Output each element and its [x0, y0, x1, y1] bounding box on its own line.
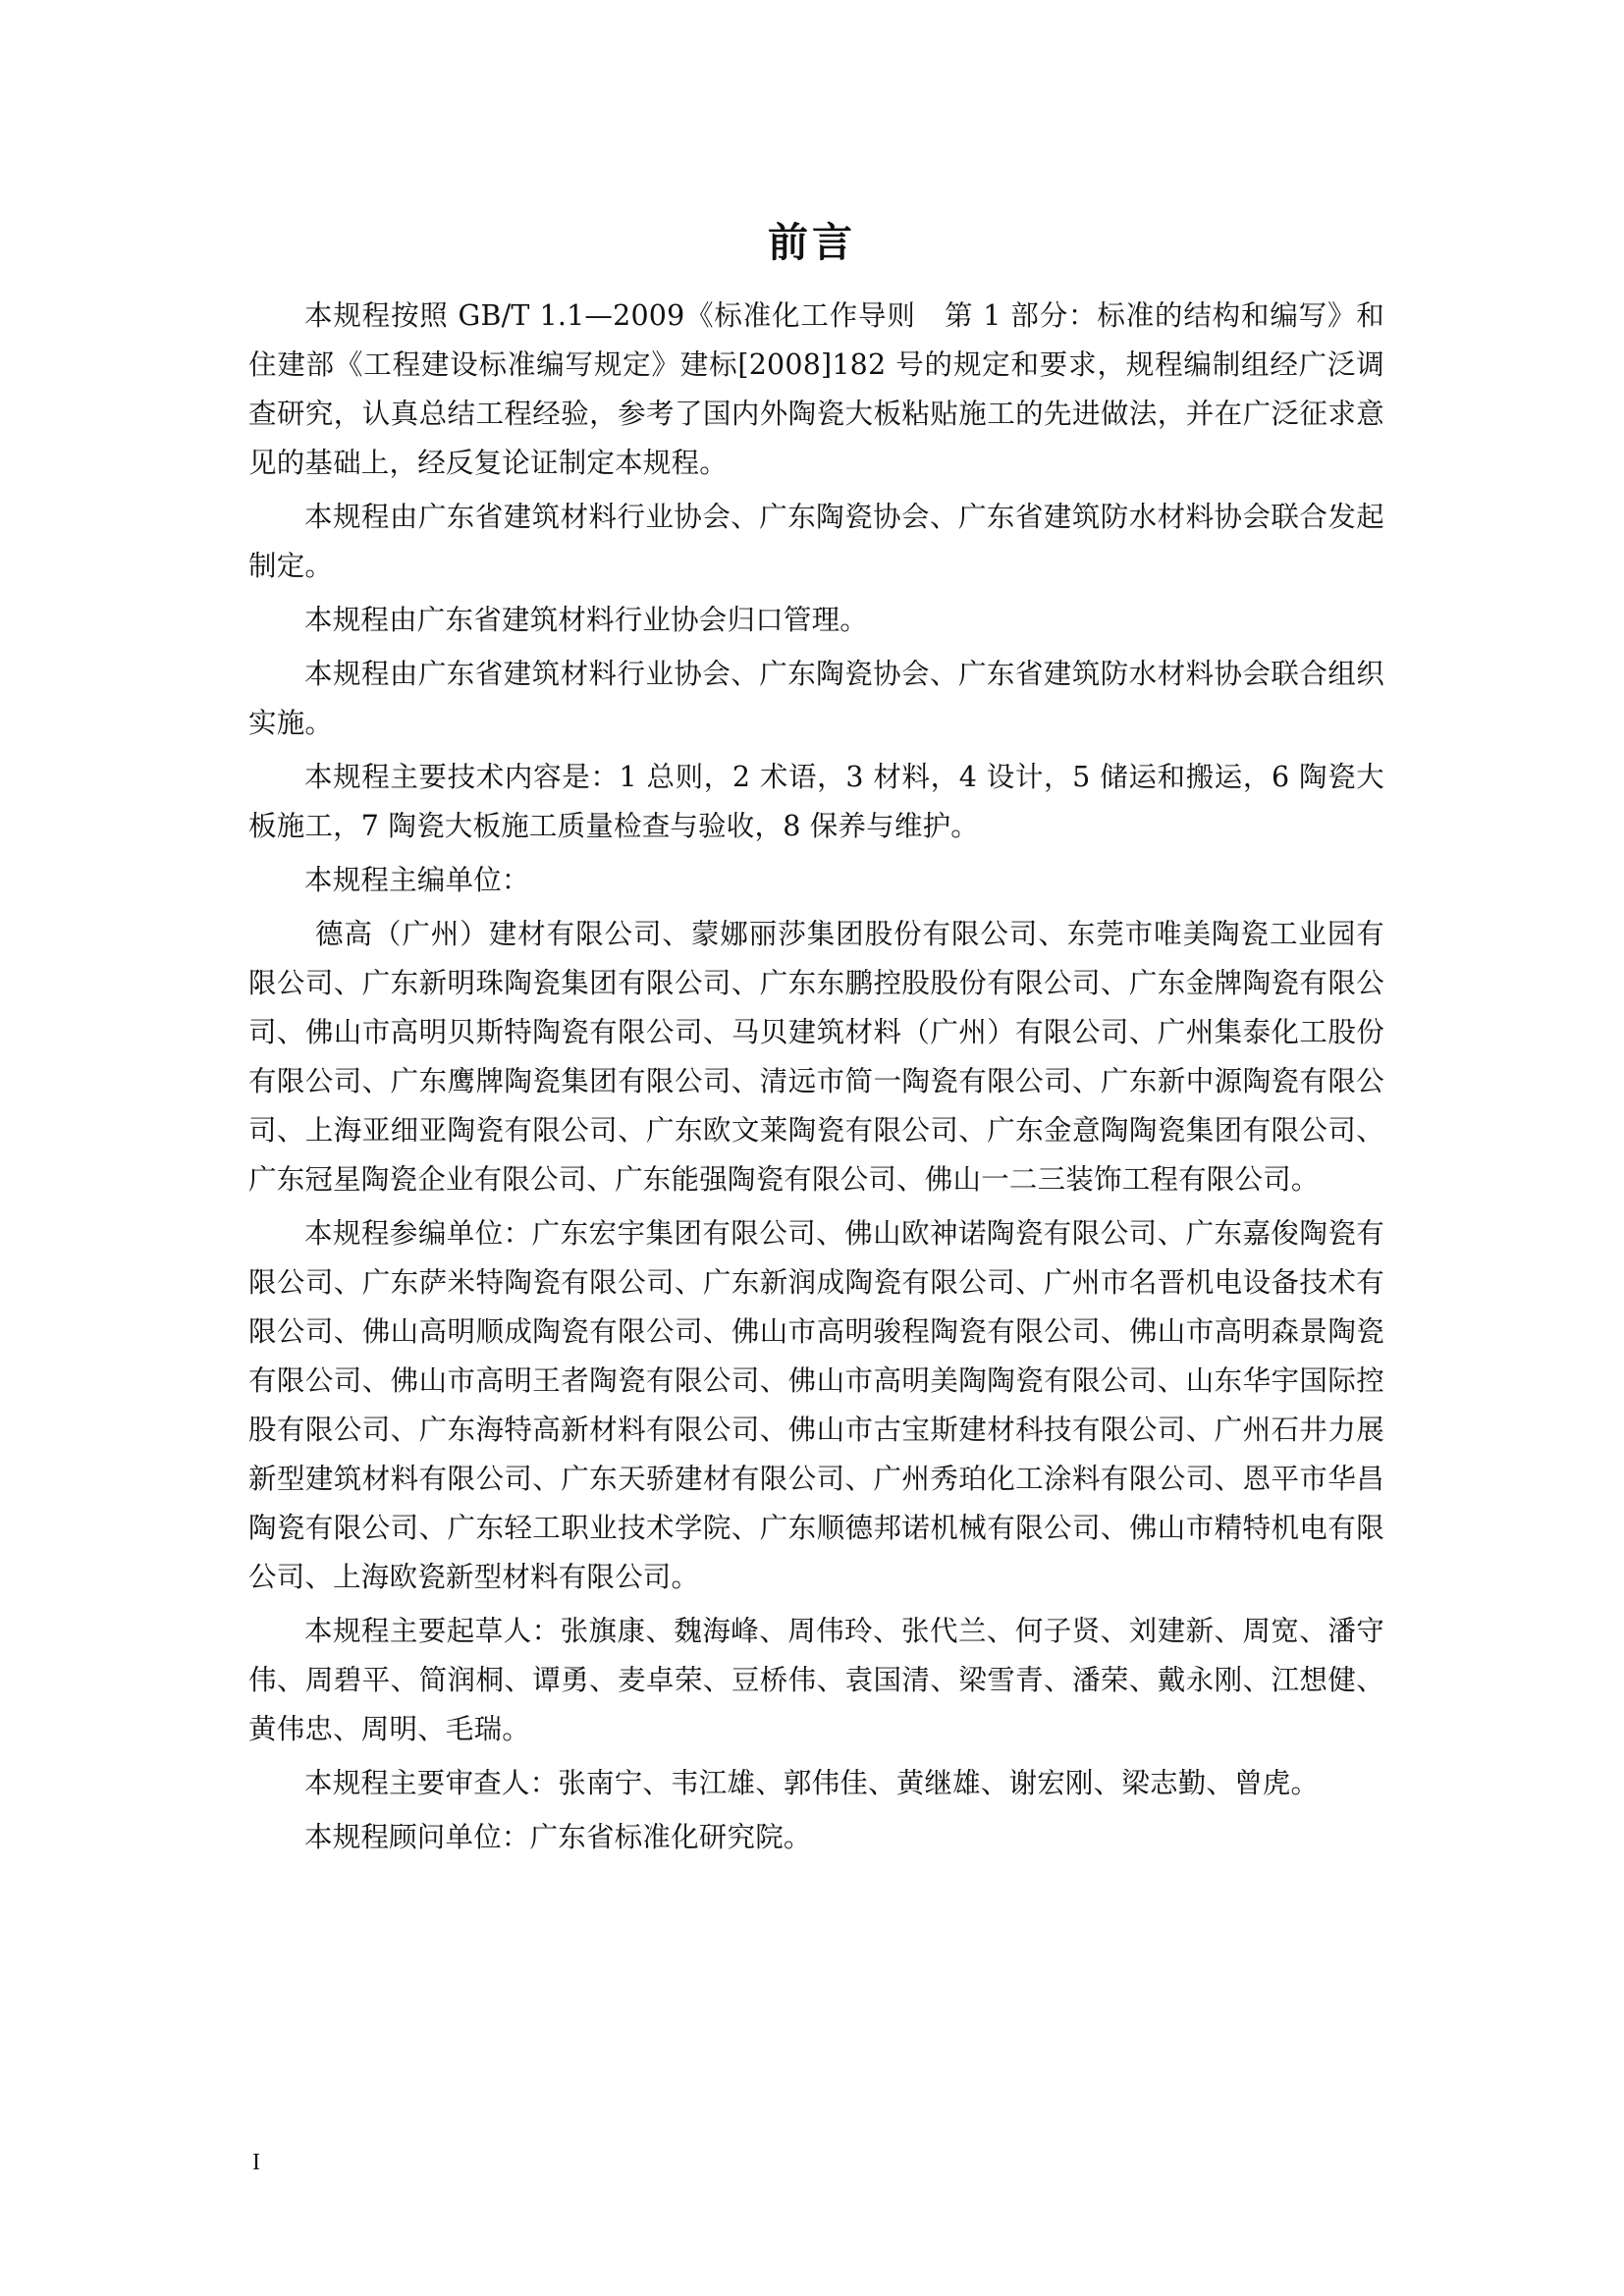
paragraph-chief-editors-heading: 本规程主编单位： — [304, 864, 530, 896]
paragraph-drafters: 本规程主要起草人：张旗康、魏海峰、周伟玲、张代兰、何子贤、刘建新、周宽、潘守伟、周碧平、简润桐、谭勇、麦卓荣、豆桥伟、袁国清、梁雪青、潘荣、戴永刚、江想健、黄伟忠、周明、毛瑞。 — [248, 1615, 1384, 1745]
paragraph-implementation: 本规程由广东省建筑材料行业协会、广东陶瓷协会、广东省建筑防水材料协会联合组织实施。 — [248, 658, 1384, 739]
paragraph-reviewers: 本规程主要审查人：张南宁、韦江雄、郭伟佳、黄继雄、谢宏刚、梁志勤、曾虎。 — [304, 1767, 1320, 1799]
page-number: I — [252, 2150, 260, 2175]
paragraph-participating-units: 本规程参编单位：广东宏宇集团有限公司、佛山欧神诺陶瓷有限公司、广东嘉俊陶瓷有限公司、广东萨米特陶瓷有限公司、广东新润成陶瓷有限公司、广州市名晋机电设备技术有限公司、佛山高明顺成陶瓷有限公司、佛山市高明骏程陶瓷有限公司、佛山市高明森景陶瓷有限公司、佛山市高明王者陶瓷有限公司、佛山市高明美陶陶瓷有限公司、山东华宇国际控股有限公司、广东海特高新材料有限公司、佛山市古宝斯建材科技有限公司、广州石井力展新型建筑材料有限公司、广东天骄建材有限公司、广州秀珀化工涂料有限公司、恩平市华昌陶瓷有限公司、广东轻工职业技术学院、广东顺德邦诺机械有限公司、佛山市精特机电有限公司、上海欧瓷新型材料有限公司。 — [248, 1217, 1384, 1593]
page-title: 前言 — [768, 219, 856, 266]
paragraph-advisor: 本规程顾问单位：广东省标准化研究院。 — [304, 1821, 812, 1853]
paragraph-technical-contents: 本规程主要技术内容是：1 总则，2 术语，3 材料，4 设计，5 储运和搬运，6 陶瓷大板施工，7 陶瓷大板施工质量检查与验收，8 保养与维护。 — [248, 761, 1384, 842]
paragraph-chief-editors-list: 德高（广州）建材有限公司、蒙娜丽莎集团股份有限公司、东莞市唯美陶瓷工业园有限公司、广东新明珠陶瓷集团有限公司、广东东鹏控股股份有限公司、广东金牌陶瓷有限公司、佛山市高明贝斯特陶瓷有限公司、马贝建筑材料（广州）有限公司、广州集泰化工股份有限公司、广东鹰牌陶瓷集团有限公司、清远市简一陶瓷有限公司、广东新中源陶瓷有限公司、上海亚细亚陶瓷有限公司、广东欧文莱陶瓷有限公司、广东金意陶陶瓷集团有限公司、广东冠星陶瓷企业有限公司、广东能强陶瓷有限公司、佛山一二三装饰工程有限公司。 — [248, 918, 1384, 1196]
paragraph-initiators: 本规程由广东省建筑材料行业协会、广东陶瓷协会、广东省建筑防水材料协会联合发起制定。 — [248, 501, 1384, 582]
paragraph-standard-basis: 本规程按照 GB/T 1.1—2009《标准化工作导则 第 1 部分：标准的结构和编写》和住建部《工程建设标准编写规定》建标[2008]182 号的规定和要求，规程编制组经广泛调查研究，认真总结工程经验，参考了国内外陶瓷大板粘贴施工的先进做法，并在广泛征求意见的基础上，经反复论证制定本规程。 — [248, 299, 1384, 479]
preface-body — [248, 292, 1384, 1867]
paragraph-management: 本规程由广东省建筑材料行业协会归口管理。 — [304, 604, 869, 636]
